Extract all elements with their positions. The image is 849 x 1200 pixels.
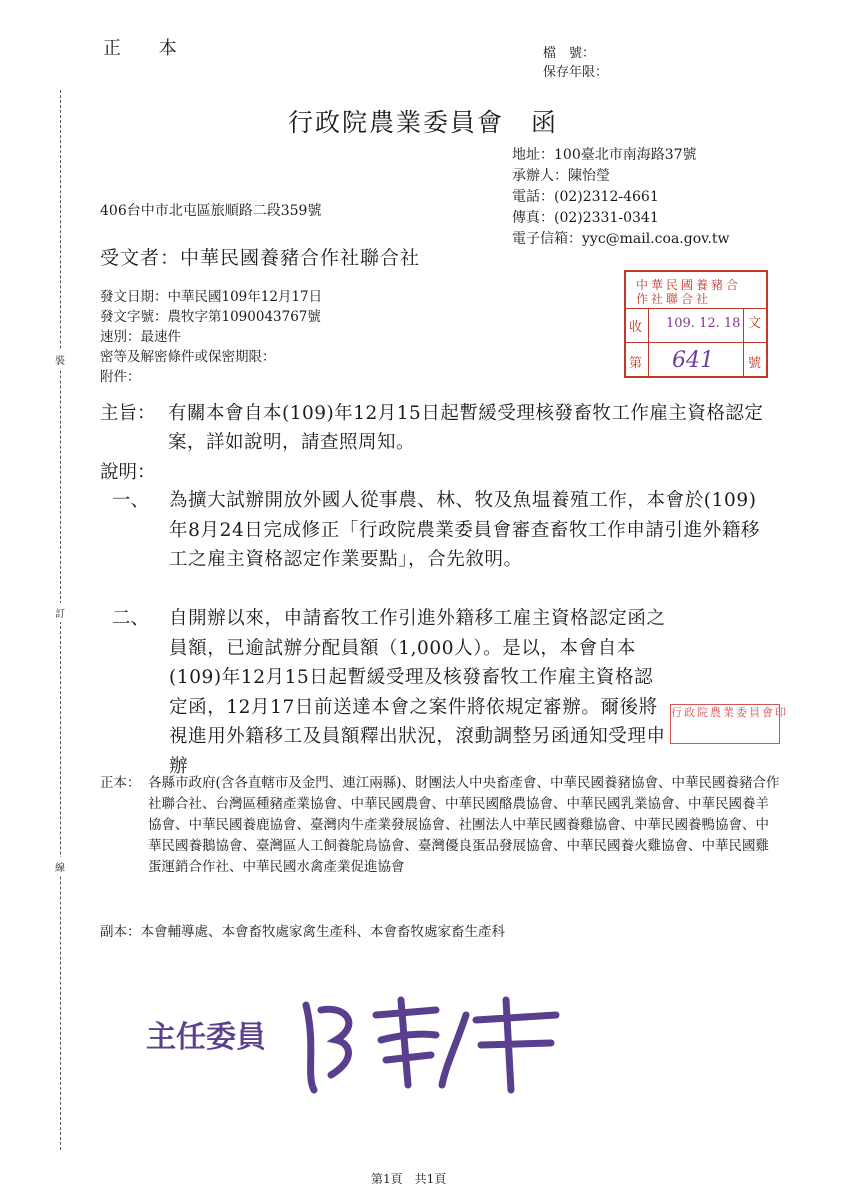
- recipient-address: 406台中市北屯區旅順路二段359號: [100, 203, 322, 219]
- doc-number: 發文字號：農牧字第1090043767號: [100, 309, 321, 325]
- received-stamp: [624, 270, 768, 378]
- copy-label: 副本：: [100, 924, 141, 940]
- copy-text: 本會輔導處、本會畜牧處家禽生產科、本會畜牧處家畜生產科: [140, 924, 505, 940]
- contact-email: 電子信箱：yyc@mail.coa.gov.tw: [512, 231, 730, 247]
- subject-text: 有關本會自本(109)年12月15日起暫緩受理核發畜牧工作雇主資格認定案，詳如說明，請查照周知。: [168, 403, 764, 453]
- recipient: 受文者：中華民國養豬合作社聯合社: [100, 247, 421, 269]
- signature-block: [146, 985, 566, 1095]
- binding-mark: 線: [55, 857, 65, 876]
- security-level: 密等及解密條件或保密期限：: [100, 349, 276, 365]
- explanation-item: [112, 604, 772, 781]
- stamp-wen: 文: [747, 316, 761, 331]
- stamp-org: 中華民國養豬合作社聯合社: [636, 278, 742, 306]
- meta-block: [100, 287, 322, 387]
- contact-handler: 承辦人：陳怡瑩: [512, 168, 610, 184]
- file-no-label: 檔 號：: [543, 46, 596, 61]
- attachment: 附件：: [100, 369, 141, 385]
- item-number: 一、: [112, 490, 150, 511]
- retention-label: 保存年限：: [543, 65, 609, 80]
- item-text: 為擴大試辦開放外國人從事農、林、牧及魚塭養殖工作，本會於(109)年8月24日完成修正「行政院農業委員會審查畜牧工作申請引進外籍移工之雇主資格認定作業要點」，合先敘明。: [169, 490, 761, 570]
- copy-line: [100, 920, 505, 940]
- contact-fax: 傳真：(02)2331-0341: [512, 210, 659, 226]
- distribution-label: 正本：: [100, 775, 141, 791]
- subject-label: 主旨：: [100, 403, 156, 424]
- doc-title: 行政院農業委員會 函: [288, 108, 559, 137]
- binding-mark: 裝: [55, 350, 65, 369]
- item-text: 自開辦以來，申請畜牧工作引進外籍移工雇主資格認定函之員額，已逾試辦分配員額（1,000人）。是以，本會自本(109)年12月15日起暫緩受理及核發畜牧工作雇主資格認定函，12月17日前送達本會之案件將依規定審辦。爾後將視進用外籍移工及員額釋出狀況，滾動調整另函通知受理申辦: [169, 608, 666, 777]
- contact-address: 地址：100臺北市南海路37號: [512, 147, 697, 163]
- item-number: 二、: [112, 608, 150, 629]
- official-seal: 行政院農業委員會印: [670, 704, 780, 744]
- issue-date: 發文日期：中華民國109年12月17日: [100, 289, 323, 305]
- explanation-label: 說明：: [100, 462, 156, 483]
- page-footer: 第1頁 共1頁: [371, 1172, 447, 1186]
- explanation-item: [112, 486, 772, 575]
- signature-title: 主任委員: [146, 1020, 266, 1055]
- stamp-hao: 號: [747, 356, 761, 371]
- subject: [100, 399, 772, 457]
- distribution: [100, 773, 780, 878]
- speed: 速別：最速件: [100, 329, 181, 345]
- stamp-di: 第: [629, 356, 643, 371]
- corner-mark: 正 本: [103, 38, 193, 59]
- signature-handwriting: [306, 1000, 556, 1090]
- binding-mark: 訂: [55, 603, 65, 622]
- stamp-number: 641: [672, 348, 714, 373]
- distribution-text: 各縣市政府(含各直轄市及金門、連江兩縣)、財團法人中央畜產會、中華民國養豬協會、中華民國養豬合作社聯合社、台灣區種豬產業協會、中華民國農會、中華民國酪農協會、中華民國乳業協會、中華民國養羊協會、中華民國養鹿協會、臺灣肉牛產業發展協會、社團法人中華民國養雞協會、中華民國養鴨協會、中華民國養鵝協會、臺灣區人工飼養鴕鳥協會、臺灣優良蛋品發展協會、中華民國養火雞協會、中華民國雞蛋運銷合作社、中華民國水禽產業促進協會: [148, 775, 780, 875]
- stamp-receive: 收: [629, 320, 643, 335]
- file-number-block: [543, 44, 608, 82]
- contact-block: [512, 145, 729, 250]
- contact-phone: 電話：(02)2312-4661: [512, 189, 659, 205]
- stamp-date: 109. 12. 18: [666, 316, 741, 331]
